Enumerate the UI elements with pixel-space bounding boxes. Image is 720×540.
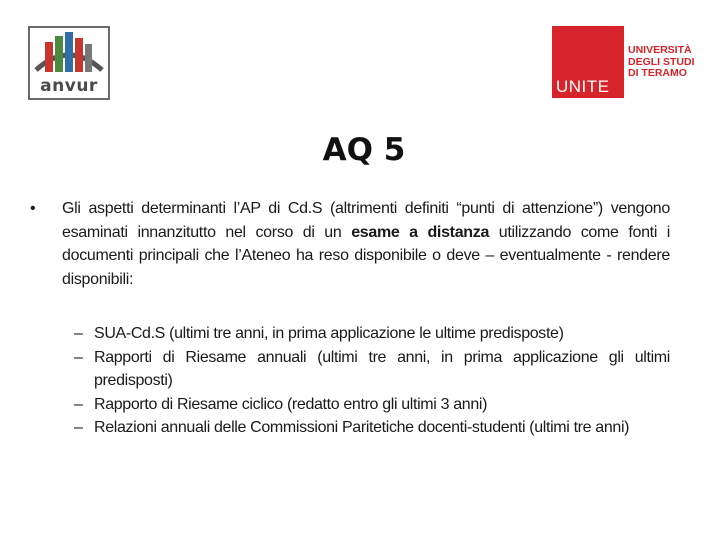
sub-bullet-list	[74, 322, 670, 440]
sub-bullet-item	[74, 346, 670, 393]
main-bullet-bold-phrase: esame a distanza	[351, 223, 490, 241]
sub-bullet-item	[74, 416, 670, 440]
anvur-logo	[28, 26, 110, 100]
main-bullet	[30, 197, 670, 291]
dash-marker: –	[74, 395, 83, 413]
bullet-marker: •	[30, 200, 36, 217]
dash-marker: –	[74, 419, 83, 436]
sub-bullet-item	[74, 393, 670, 417]
sub-bullet-text: Rapporti di Riesame annuali (ultimi tre anni, in prima applicazione gli ultimi predisposti)	[94, 348, 670, 389]
unite-box-text: UNITE	[556, 77, 610, 96]
sub-bullet-item	[74, 322, 670, 346]
unite-red-box	[552, 26, 624, 98]
anvur-bar-gray	[85, 44, 92, 72]
dash-marker: –	[74, 348, 83, 366]
sub-bullet-text: Rapporto di Riesame ciclico (redatto entro gli ultimi 3 anni)	[94, 395, 488, 413]
dash-marker: –	[74, 325, 83, 342]
anvur-bar-blue	[65, 32, 73, 72]
main-bullet-text-part1: Gli aspetti determinanti l’AP di Cd.S (altrimenti definiti “punti di attenzione”) vengono esaminati innanzitutto nel corso di un	[62, 200, 670, 241]
main-bullet-text-part2: utilizzando come fonti i documenti principali che l’Ateneo ha reso disponibile o deve – eventualmente - rendere disponibili:	[62, 223, 670, 288]
unite-line-3: DI TERAMO	[628, 67, 687, 79]
unite-logo	[552, 26, 702, 100]
anvur-bar-green	[55, 36, 63, 72]
anvur-bars-graphic	[30, 28, 108, 80]
anvur-wordmark: anvur	[40, 76, 98, 96]
sub-bullet-text: SUA-Cd.S (ultimi tre anni, in prima applicazione le ultime predisposte)	[94, 325, 564, 342]
unite-line-2: DEGLI STUDI	[628, 55, 695, 68]
sub-bullet-text: Relazioni annuali delle Commissioni Paritetiche docenti-studenti (ultimi tre anni)	[94, 419, 630, 436]
unite-university-name	[628, 45, 695, 80]
anvur-bar-red	[45, 42, 53, 72]
unite-line-1: UNIVERSITÀ	[628, 44, 692, 56]
anvur-bar-red-2	[75, 38, 83, 72]
slide-title: AQ 5	[322, 132, 406, 168]
main-bullet-text	[62, 197, 670, 291]
